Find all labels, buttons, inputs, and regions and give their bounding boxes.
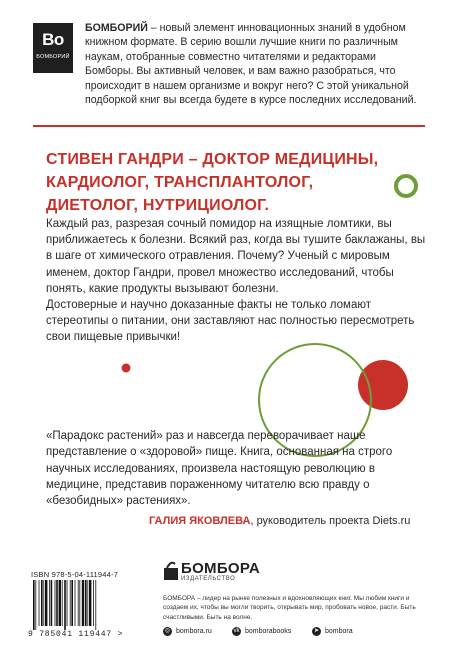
barcode-bar: [62, 580, 63, 626]
social-instagram[interactable]: [163, 627, 212, 636]
barcode-bar: [79, 580, 80, 626]
series-logo-text: БОМБОРИЙ: [36, 54, 70, 60]
publisher-description: БОМБОРА – лидер на рынке полезных и вдохновляющих книг. Мы любим книги и создаем их, чтобы вы могли творить, открывать мир, пробовать новое, расти. Быть счастливыми. Быть на волне.: [163, 595, 416, 621]
barcode-bar: [59, 580, 61, 626]
author-title: СТИВЕН ГАНДРИ – ДОКТОР МЕДИЦИНЫ, КАРДИОЛОГ, ТРАНСПЛАНТОЛОГ, ДИЕТОЛОГ, НУТРИЦИОЛОГ.: [46, 151, 379, 214]
barcode-bar: [33, 580, 35, 630]
isbn-number: ISBN 978-5-04-111944-7: [31, 570, 119, 579]
review-signature: [149, 515, 410, 527]
barcode-bar: [55, 580, 56, 626]
barcode-bar: [35, 580, 36, 630]
social-telegram[interactable]: [312, 627, 353, 636]
barcode-bar: [71, 580, 73, 626]
series-intro-text: – новый элемент инновационных знаний в удобном книжном формате. В серию вошли лучшие книги по различным наукам, отобранные совместно читателями и редакторами Бомборы. Вы активный человек, и вам важно разобраться, что происходит в нашем организме и вокруг него? С этой уникальной подборкой книг вы всегда будете в курсе последних исследований.: [85, 22, 417, 107]
series-brand: БОМБОРИЙ: [85, 22, 148, 34]
barcode: [31, 580, 151, 630]
barcode-bar: [49, 580, 50, 626]
barcode-bar: [78, 580, 79, 626]
green-dot-top: [396, 176, 416, 196]
social-handle: bombora.ru: [176, 628, 212, 635]
barcode-bar: [75, 580, 76, 626]
barcode-bar: [43, 580, 44, 626]
barcode-bar: [56, 580, 58, 626]
barcode-bar: [85, 580, 87, 626]
vk-icon: vk: [233, 628, 240, 634]
telegram-icon: ➤: [313, 628, 320, 634]
barcode-bar: [82, 580, 84, 626]
barcode-bar: [45, 580, 47, 626]
barcode-digits: 9 785041 119447 >: [28, 630, 124, 639]
reviewer-role: , руководитель проекта Diets.ru: [250, 515, 411, 527]
publisher-subtitle: ИЗДАТЕЛЬСТВО: [181, 576, 236, 582]
social-handle: bomborabooks: [245, 628, 292, 635]
description-paragraph-2: Достоверные и научно доказанные факты не только ломают стереотипы о питании, они заставляют нас полностью пересмотреть свои пищевые привычки!: [46, 299, 415, 344]
social-handle: bombora: [325, 628, 353, 635]
social-vk[interactable]: [232, 627, 291, 636]
barcode-bar: [51, 580, 53, 626]
barcode-bar: [41, 580, 43, 626]
barcode-bar: [70, 580, 71, 626]
review-quote: «Парадокс растений» раз и навсегда переворачивает наше представление о «здоровой» пище. Книга, основанная на строго научных исследованиях, произвела настоящую революцию в медицине, представив пораженному читателю всю правду о «безобидных» растениях».: [46, 430, 393, 508]
barcode-bar: [64, 580, 66, 630]
barcode-bar: [89, 580, 91, 626]
barcode-bar: [87, 580, 88, 626]
bombora-logo-icon: [163, 560, 179, 582]
red-dot-small: [122, 364, 131, 373]
book-description: [46, 216, 426, 346]
instagram-icon: ◎: [164, 628, 171, 634]
red-disc-large: [358, 360, 408, 410]
barcode-bar: [95, 580, 96, 630]
series-logo-mark: Bo: [42, 30, 64, 49]
barcode-bar: [67, 580, 68, 626]
reviewer-name: ГАЛИЯ ЯКОВЛЕВА: [149, 515, 251, 527]
barcode-bar: [93, 580, 94, 626]
description-paragraph-1: Каждый раз, разрезая сочный помидор на изящные ломтики, вы приближаетесь к болезни. Всякий раз, когда вы тушите баклажаны, вы в шаге от химического отравления. Почему? Ученый с мировым именем, доктор Гандри, провел множество исследований, чтобы понять, какие продукты вызывают болезни.: [46, 218, 426, 295]
barcode-bar: [39, 580, 40, 626]
publisher-name: БОМБОРА: [181, 560, 261, 577]
